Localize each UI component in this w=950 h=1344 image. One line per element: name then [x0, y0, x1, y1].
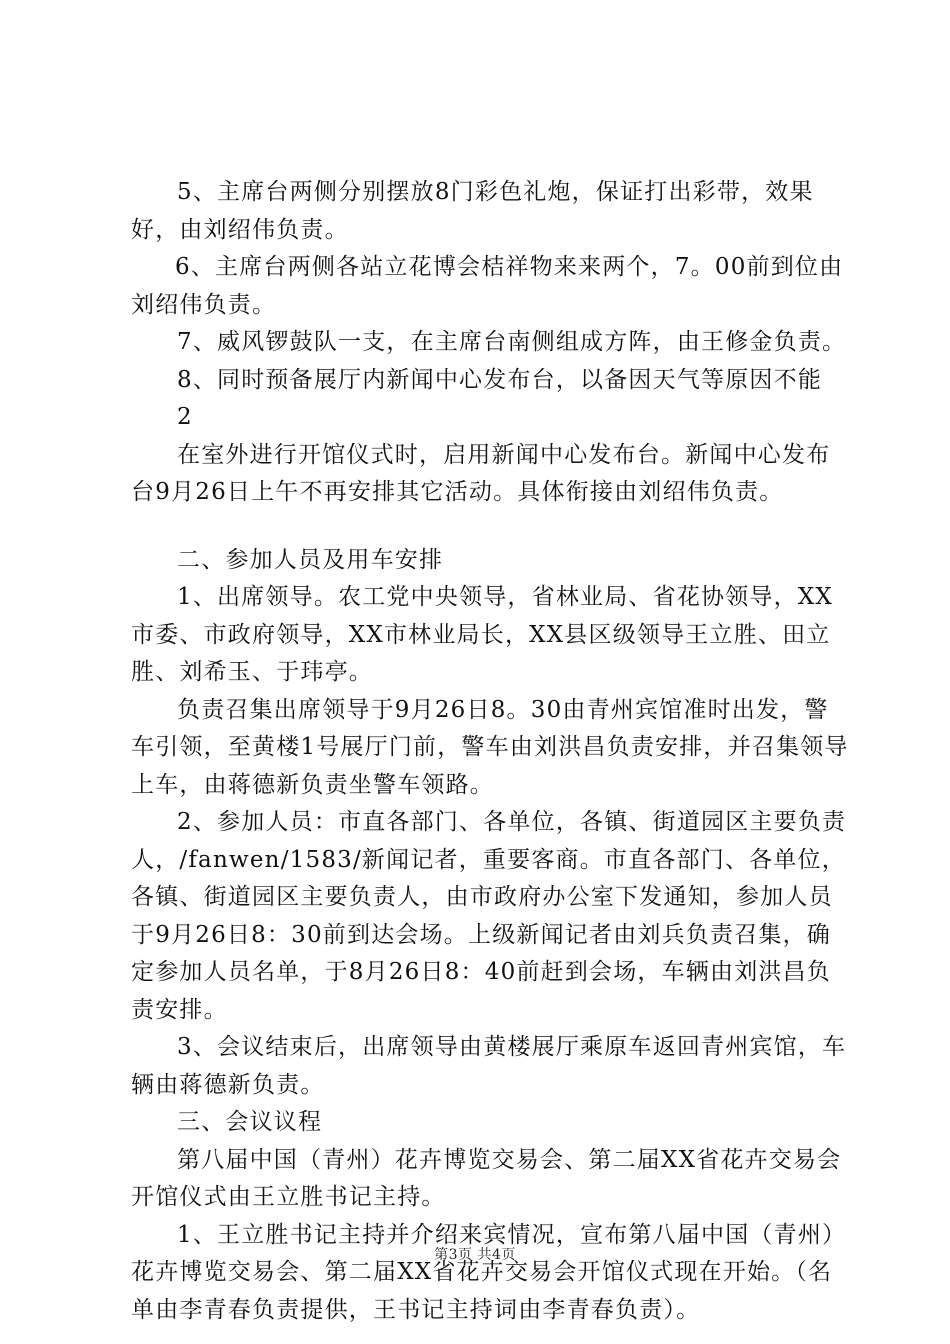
paragraph-agenda-item-1: 1、王立胜书记主持并介绍来宾情况，宣布第八届中国（青州）花卉博览交易会、第二届XX省花卉交易会开馆仪式现在开始。（名单由李青春负责提供，王书记主持词由李青春负责）。	[131, 1221, 847, 1323]
paragraph-leader-assembly: 负责召集出席领导于9月26日8。30由青州宾馆准时出发，警车引领，至黄楼1号展厅门前，警车由刘洪昌负责安排，并召集领导上车，由蒋德新负责坐警车领路。	[131, 696, 849, 798]
paragraph-ceremony-host: 第八届中国（青州）花卉博览交易会、第二届XX省花卉交易会开馆仪式由王立胜书记主持。	[131, 1146, 842, 1210]
document-body	[131, 174, 851, 1329]
paragraph-participants: 2、参加人员：市直各部门、各单位，各镇、街道园区主要负责人，/fanwen/1583/新闻记者，重要客商。市直各部门、各单位，各镇、街道园区主要负责人，由市政府办公室下发通知，参加人员于9月26日8：30前到达会场。上级新闻记者由刘兵负责召集，确定参加人员名单，于8月26日8：40前赶到会场，车辆由刘洪昌负责安排。	[131, 809, 847, 1023]
page-break-number: 2	[177, 404, 193, 430]
paragraph-return-arrangement: 3、会议结束后，出席领导由黄楼展厅乘原车返回青州宾馆，车辆由蒋德新负责。	[131, 1034, 847, 1098]
page-footer: 第3页 共4页	[434, 1247, 516, 1263]
paragraph-item-6: 6、主席台两侧各站立花博会桔祥物来来两个，7。00前到位由刘绍伟负责。	[131, 254, 844, 318]
paragraph-item-7: 7、威风锣鼓队一支，在主席台南侧组成方阵，由王修金负责。	[177, 329, 847, 355]
paragraph-continuation: 在室外进行开馆仪式时，启用新闻中心发布台。新闻中心发布台9月26日上午不再安排其它活动。具体衔接由刘绍伟负责。	[131, 441, 831, 505]
section-heading-3: 三、会议议程	[177, 1109, 323, 1135]
paragraph-item-8: 8、同时预备展厅内新闻中心发布台，以备因天气等原因不能	[177, 366, 823, 393]
paragraph-item-5: 5、主席台两侧分别摆放8门彩色礼炮，保证打出彩带，效果好，由刘绍伟负责。	[131, 179, 814, 243]
paragraph-attending-leaders: 1、出席领导。农工党中央领导，省林业局、省花协领导，XX市委、市政府领导，XX市林业局长，XX县区级领导王立胜、田立胜、刘希玉、于玮亭。	[131, 584, 833, 685]
section-heading-2: 二、参加人员及用车安排	[177, 546, 444, 573]
